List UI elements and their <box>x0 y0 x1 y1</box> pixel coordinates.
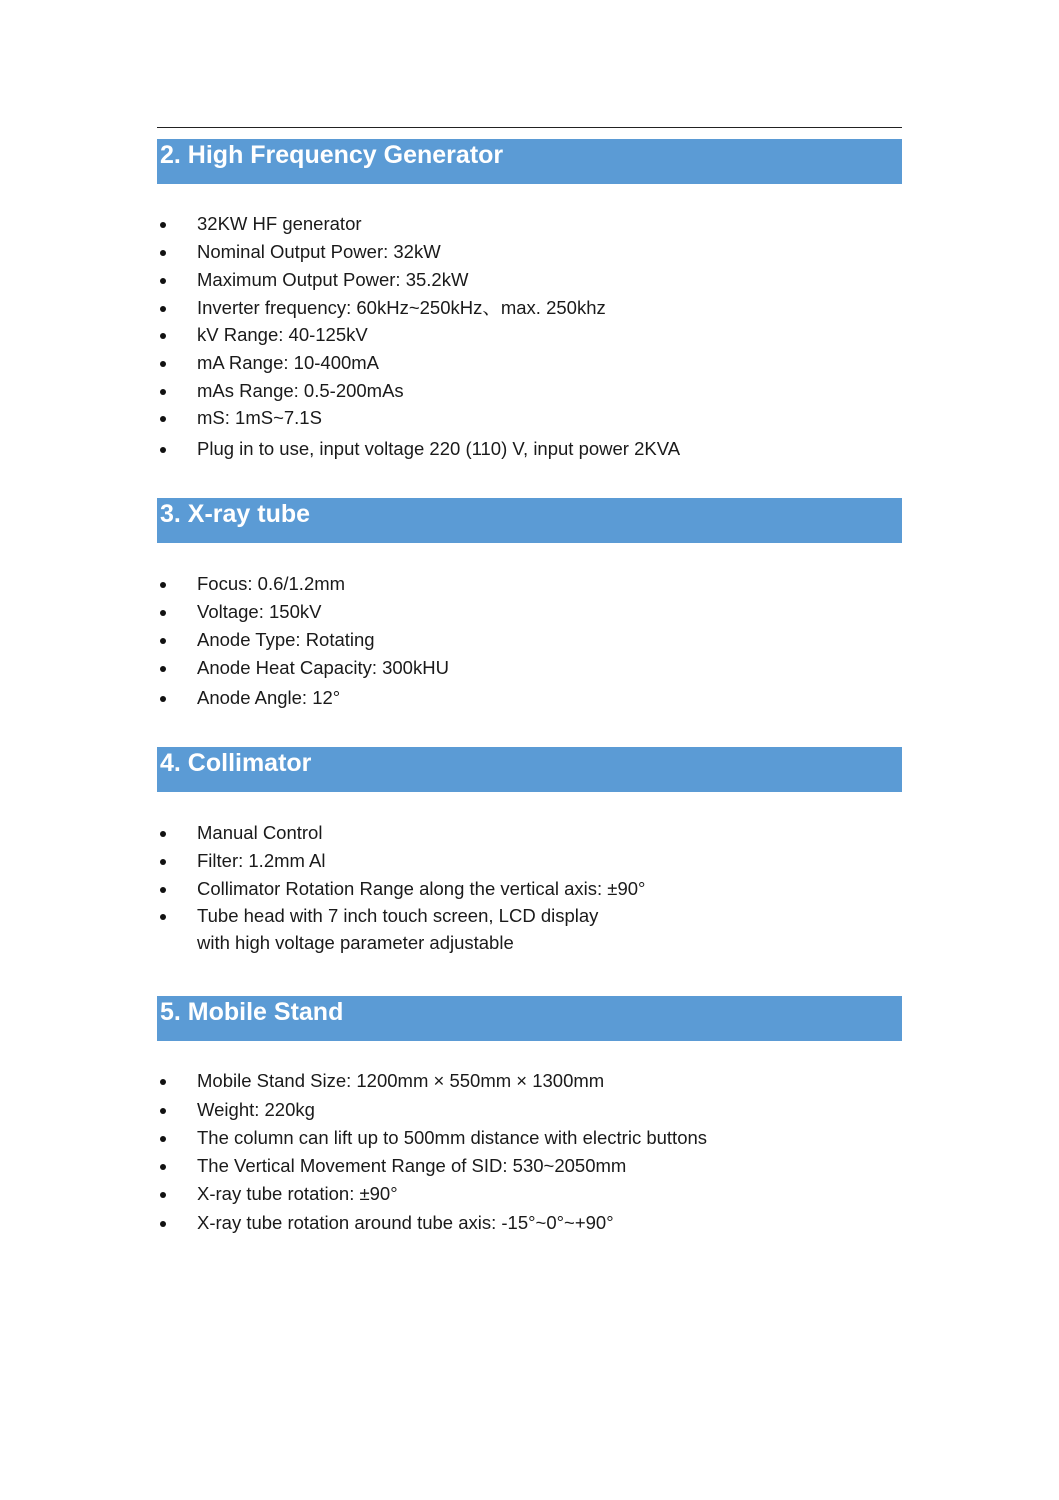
section-title: 2. High Frequency Generator <box>157 139 902 184</box>
section-x-ray-tube <box>157 498 902 543</box>
section-title: 3. X-ray tube <box>157 498 902 543</box>
bullet-icon <box>160 333 166 339</box>
bullet-icon <box>160 696 166 702</box>
list-item-continuation: with high voltage parameter adjustable <box>197 932 514 953</box>
section-title: 5. Mobile Stand <box>157 996 902 1041</box>
section-mobile-stand <box>157 996 902 1041</box>
bullet-icon <box>160 582 166 588</box>
bullet-icon <box>160 638 166 644</box>
bullet-icon <box>160 831 166 837</box>
bullet-icon <box>160 306 166 312</box>
bullet-icon <box>160 389 166 395</box>
bullet-icon <box>160 250 166 256</box>
bullet-icon <box>160 1136 166 1142</box>
bullet-icon <box>160 666 166 672</box>
bullet-icon <box>160 447 166 453</box>
section-title: 4. Collimator <box>157 747 902 792</box>
bullet-icon <box>160 887 166 893</box>
bullet-icon <box>160 1079 166 1085</box>
section-collimator <box>157 747 902 792</box>
bullet-icon <box>160 859 166 865</box>
bullet-icon <box>160 1221 166 1227</box>
bullet-icon <box>160 1164 166 1170</box>
bullet-icon <box>160 278 166 284</box>
section-high-frequency-generator <box>157 139 902 184</box>
top-divider-line <box>157 127 902 128</box>
bullet-icon <box>160 361 166 367</box>
bullet-icon <box>160 610 166 616</box>
bullet-icon <box>160 1192 166 1198</box>
bullet-icon <box>160 1108 166 1114</box>
bullet-icon <box>160 222 166 228</box>
bullet-icon <box>160 416 166 422</box>
bullet-icon <box>160 914 166 920</box>
